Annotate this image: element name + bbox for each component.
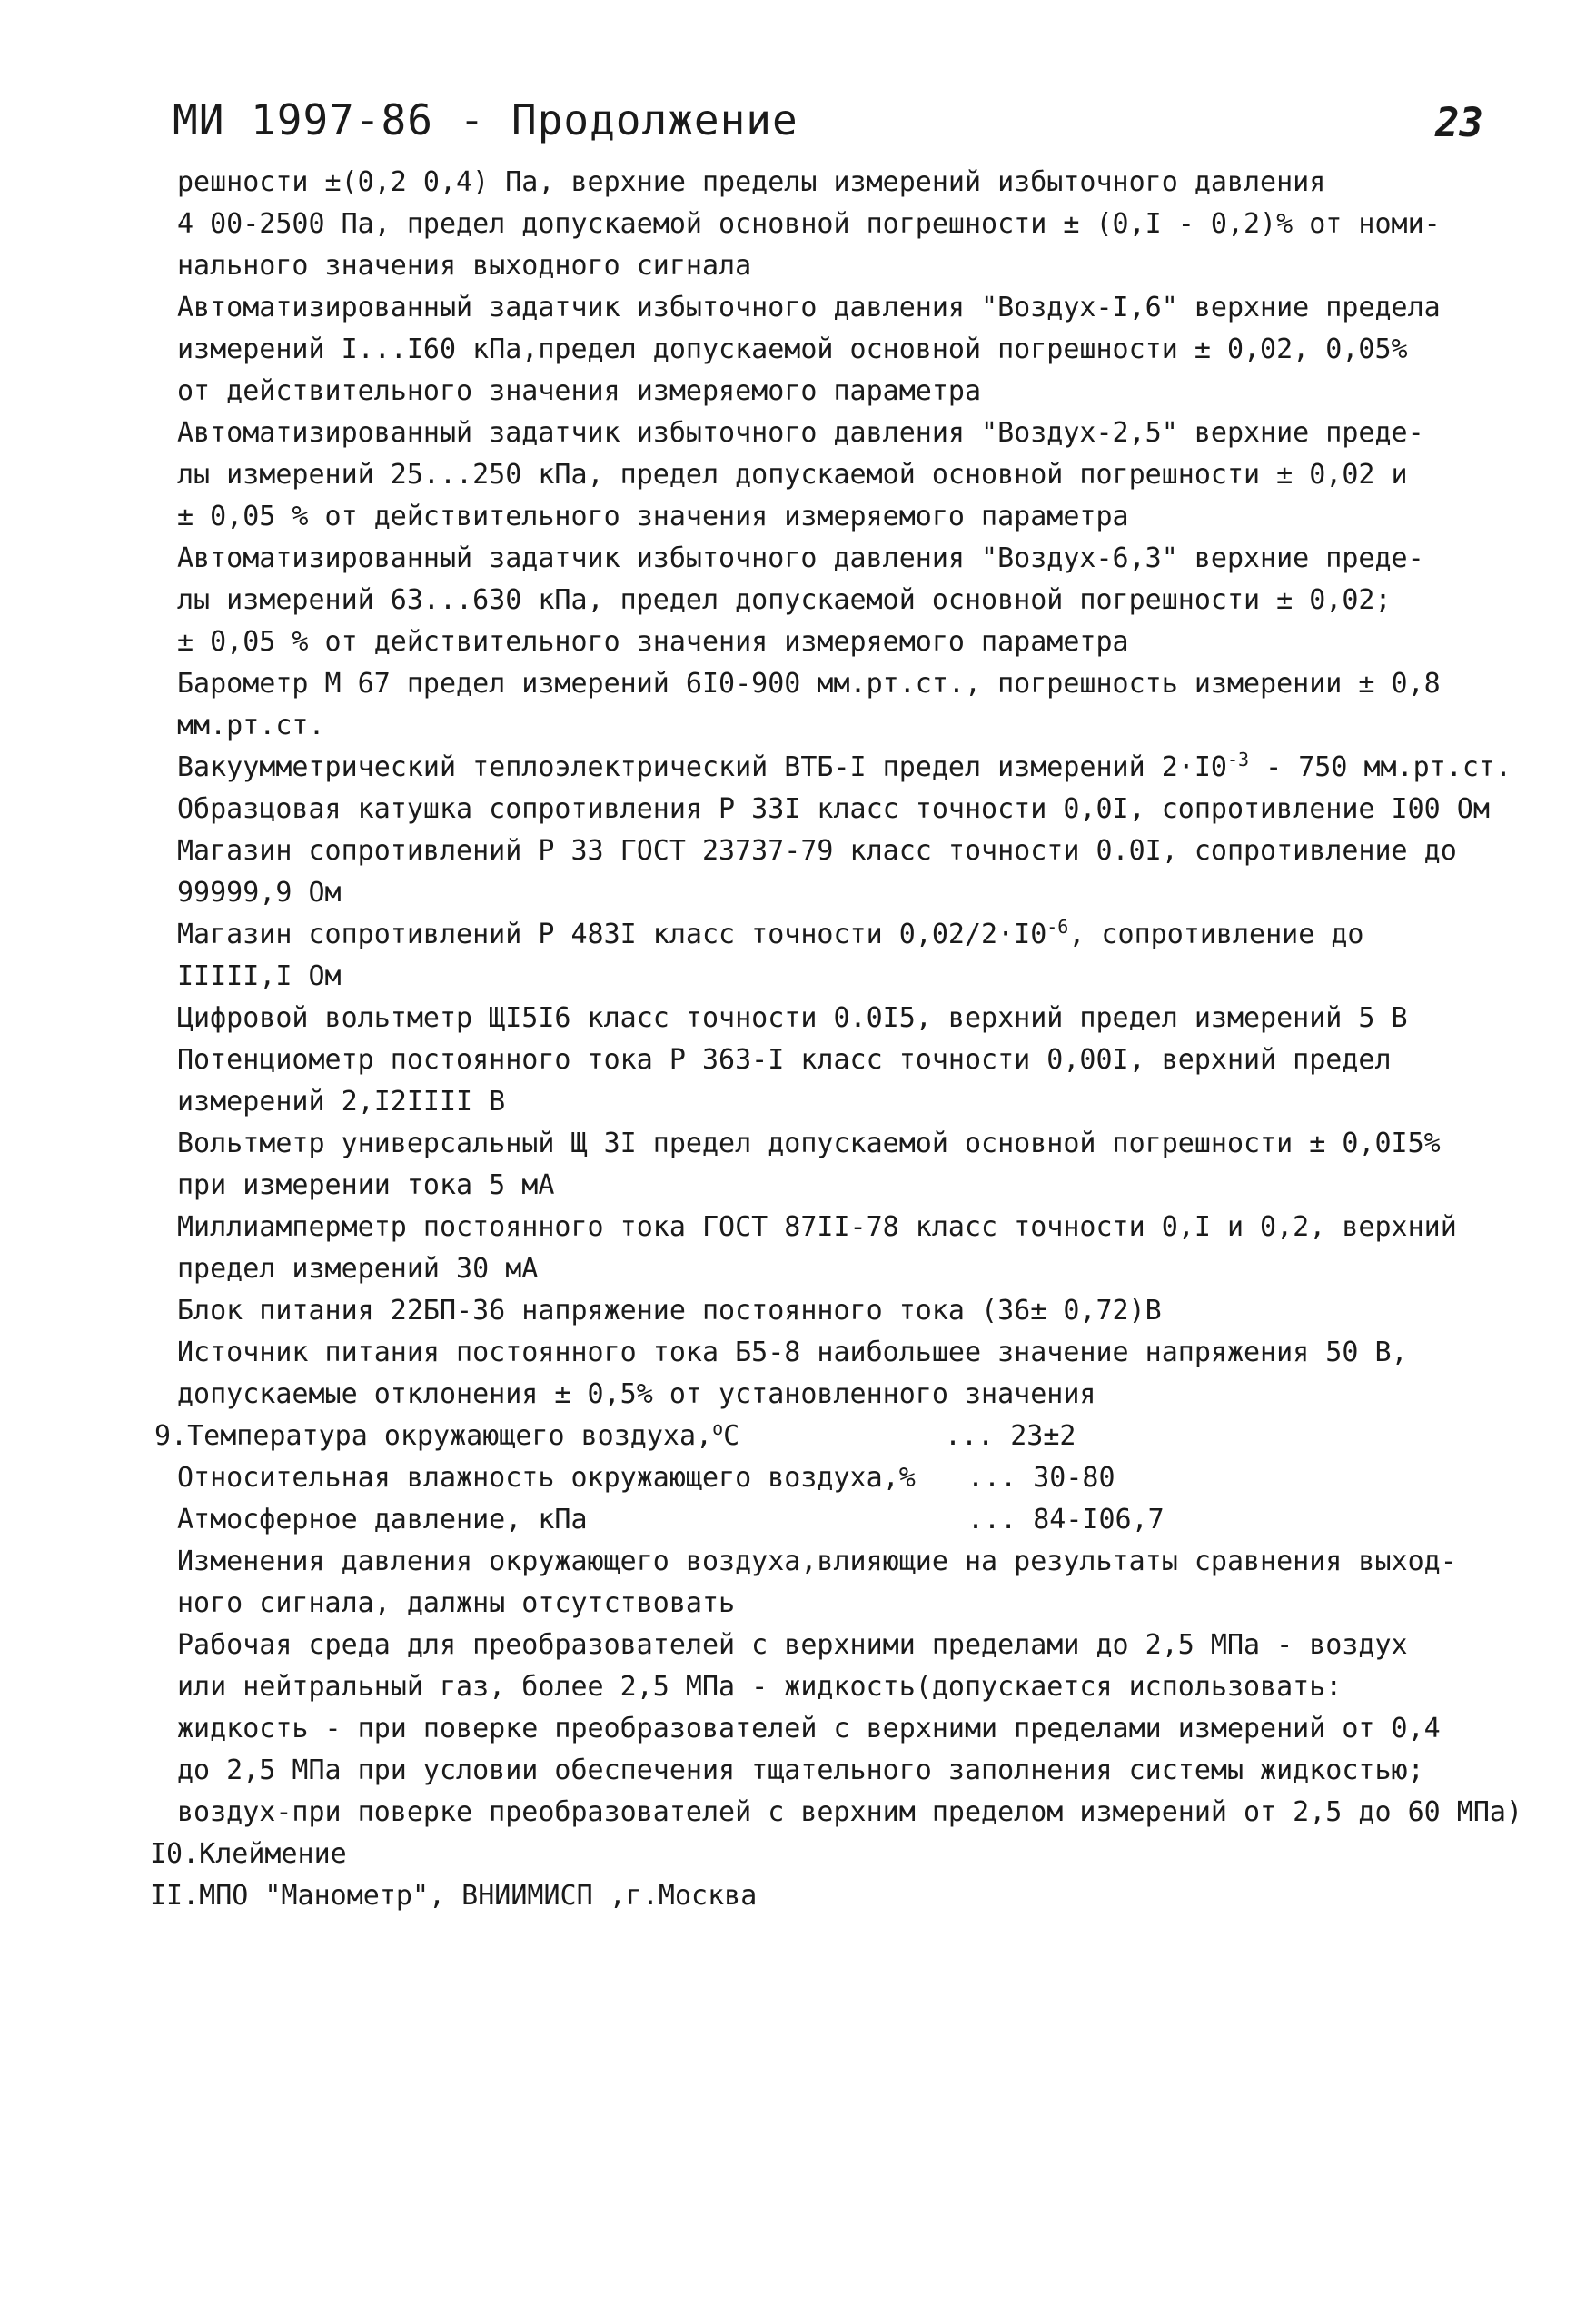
text-line: Автоматизированный задатчик избыточного давления "Воздух-2,5" верхние преде- bbox=[177, 417, 1424, 449]
text-line: мм.рт.ст. bbox=[177, 710, 325, 741]
humidity-value: ... 30-80 bbox=[967, 1462, 1115, 1494]
text-line: ± 0,05 % от действительного значения измеряемого параметра bbox=[177, 501, 1129, 532]
temperature-value: ... 23±2 bbox=[945, 1420, 1076, 1452]
text-line: до 2,5 МПа при условии обеспечения тщательного заполнения системы жидкостью; bbox=[177, 1754, 1424, 1786]
resistance-box-line bbox=[177, 914, 1581, 956]
humidity-row bbox=[177, 1457, 1581, 1499]
text-line: ± 0,05 % от действительного значения измеряемого параметра bbox=[177, 626, 1129, 658]
text-segment: Магазин сопротивлений Р 483I класс точности 0,02/2·I0 bbox=[177, 919, 1047, 950]
pressure-value: ... 84-I06,7 bbox=[967, 1504, 1165, 1536]
text-segment: 9.Температура окружающего воздуха, bbox=[154, 1420, 713, 1452]
text-line: Изменения давления окружающего воздуха,влияющие на результаты сравнения выход- bbox=[177, 1546, 1457, 1577]
text-segment: , сопротивление до bbox=[1068, 919, 1364, 950]
page-header: МИ 1997-86 - Продолжение bbox=[173, 95, 798, 144]
text-line: лы измерений 63...630 кПа, предел допускаемой основной погрешности ± 0,02; bbox=[177, 584, 1392, 616]
text-line: лы измерений 25...250 кПа, предел допускаемой основной погрешности ± 0,02 и bbox=[177, 459, 1408, 491]
pressure-row bbox=[177, 1499, 1581, 1541]
text-line: 99999,9 Ом bbox=[177, 877, 342, 909]
vacuum-gauge-line bbox=[177, 747, 1581, 789]
text-line: измерений 2,I2IIII В bbox=[177, 1086, 506, 1118]
text-line: Потенциометр постоянного тока Р 363-I класс точности 0,00I, верхний предел bbox=[177, 1044, 1392, 1076]
section-10-marking: I0.Клеймение bbox=[150, 1838, 347, 1870]
degree-mark: o bbox=[712, 1417, 724, 1439]
text-line: предел измерений 30 мА bbox=[177, 1253, 539, 1285]
text-line: Цифровой вольтметр ЩI5I6 класс точности 0.0I5, верхний предел измерений 5 В bbox=[177, 1002, 1408, 1034]
text-line: IIIII,I Ом bbox=[177, 960, 342, 992]
text-line: 4 00-2500 Па, предел допускаемой основной погрешности ± (0,I - 0,2)% от номи- bbox=[177, 208, 1441, 240]
text-segment: Вакуумметрический теплоэлектрический ВТБ-I предел измерений 2·I0 bbox=[177, 751, 1227, 783]
text-line: Источник питания постоянного тока Б5-8 наибольшее значение напряжения 50 В, bbox=[177, 1337, 1408, 1368]
text-line: Образцовая катушка сопротивления Р 33I класс точности 0,0I, сопротивление I00 Ом bbox=[177, 793, 1490, 825]
text-line: Вольтметр универсальный Щ 3I предел допускаемой основной погрешности ± 0,0I5% bbox=[177, 1128, 1441, 1159]
text-line: Магазин сопротивлений Р 33 ГОСТ 23737-79 класс точности 0.0I, сопротивление до bbox=[177, 835, 1457, 867]
document-body bbox=[150, 162, 1581, 1917]
text-segment: - 750 мм.рт.ст. bbox=[1249, 751, 1512, 783]
humidity-label: Относительная влажность окружающего воздуха,% bbox=[177, 1462, 916, 1494]
text-line: жидкость - при поверке преобразователей с верхними пределами измерений от 0,4 bbox=[177, 1713, 1441, 1744]
page-number: 23 bbox=[1435, 100, 1483, 146]
text-line: Барометр М 67 предел измерений 6I0-900 мм.рт.ст., погрешность измерении ± 0,8 bbox=[177, 668, 1441, 700]
text-line: Блок питания 22БП-36 напряжение постоянного тока (36± 0,72)В bbox=[177, 1295, 1162, 1327]
temperature-label bbox=[154, 1416, 945, 1457]
text-line: допускаемые отклонения ± 0,5% от установленного значения bbox=[177, 1378, 1096, 1410]
text-line: Миллиамперметр постоянного тока ГОСТ 87II-78 класс точности 0,I и 0,2, верхний bbox=[177, 1211, 1457, 1243]
text-line: измерений I...I60 кПа,предел допускаемой основной погрешности ± 0,02, 0,05% bbox=[177, 333, 1408, 365]
text-line: Автоматизированный задатчик избыточного давления "Воздух-6,3" верхние преде- bbox=[177, 542, 1424, 574]
text-line: нального значения выходного сигнала bbox=[177, 250, 752, 282]
exponent: -3 bbox=[1226, 749, 1250, 770]
text-line: от действительного значения измеряемого параметра bbox=[177, 375, 982, 407]
text-line: или нейтральный газ, более 2,5 МПа - жидкость(допускается использовать: bbox=[177, 1671, 1343, 1703]
section-11-developer: II.МПО "Манометр", ВНИИМИСП ,г.Москва bbox=[150, 1880, 758, 1912]
pressure-label: Атмосферное давление, кПа bbox=[177, 1504, 588, 1536]
text-line: решности ±(0,2 0,4) Па, верхние пределы измерений избыточного давления bbox=[177, 166, 1326, 198]
text-line: ного сигнала, далжны отсутствовать bbox=[177, 1587, 736, 1619]
text-line: при измерении тока 5 мА bbox=[177, 1169, 555, 1201]
exponent: -6 bbox=[1046, 916, 1069, 938]
text-line: Рабочая среда для преобразователей с верхними пределами до 2,5 МПа - воздух bbox=[177, 1629, 1408, 1661]
temperature-row bbox=[154, 1416, 1581, 1457]
text-line: воздух-при поверке преобразователей с верхним пределом измерений от 2,5 до 60 МПа) bbox=[177, 1796, 1523, 1828]
text-segment: С bbox=[723, 1420, 740, 1452]
text-line: Автоматизированный задатчик избыточного давления "Воздух-I,6" верхние предела bbox=[177, 292, 1441, 323]
